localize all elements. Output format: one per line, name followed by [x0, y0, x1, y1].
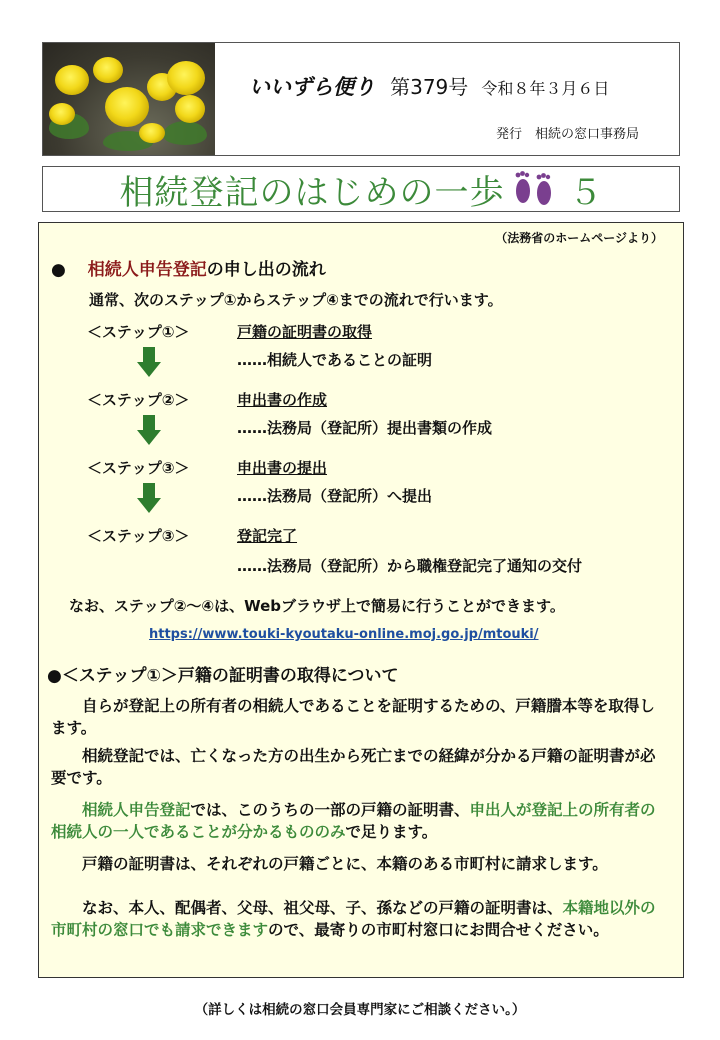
topic-banner	[42, 166, 680, 212]
step-label: ＜ステップ②＞	[87, 391, 190, 409]
newsletter-header	[42, 42, 680, 156]
online-service-link[interactable]: https://www.touki-kyoutaku-online.moj.go.jp/mtouki/	[149, 627, 539, 642]
paragraph-text: ので、最寄りの市町村窓口にお問合せください。	[268, 921, 609, 939]
step-label: ＜ステップ①＞	[87, 323, 190, 341]
step-title: 戸籍の証明書の取得	[237, 323, 373, 341]
newsletter-title: いいずら便り	[249, 75, 375, 99]
down-arrow-icon	[137, 483, 161, 513]
footer-note: （詳しくは相続の窓口会員専門家にご相談ください。）	[194, 1002, 526, 1018]
main-content-box	[38, 222, 684, 978]
step-label: ＜ステップ③＞	[87, 527, 190, 545]
banner-title: 相続登記のはじめの一歩	[119, 172, 505, 213]
bullet: ●	[51, 260, 66, 280]
flow-intro: 通常、次のステップ①からステップ④までの流れで行います。	[89, 291, 503, 309]
step-title: 申出書の作成	[237, 391, 328, 409]
paragraph-text: では、このうちの一部の戸籍の証明書、	[190, 801, 470, 819]
publisher: 発行 相続の窓口事務局	[495, 127, 639, 142]
step-desc: ……法務局（登記所）から職権登記完了通知の交付	[237, 557, 583, 575]
highlight-note: 本籍地以外の市町村の窓口でも請求できます	[51, 899, 656, 939]
paragraph-text: なお、本人、配偶者、父母、祖父母、子、孫などの戸籍の証明書は、	[82, 899, 563, 917]
heading-highlight: 相続人申告登記	[87, 260, 207, 280]
step-desc: ……法務局（登記所）へ提出	[237, 487, 433, 505]
down-arrow-icon	[137, 347, 161, 377]
step-desc: ……相続人であることの証明	[237, 351, 433, 369]
paragraph: 戸籍の証明書は、それぞれの戸籍ごとに、本籍のある市町村に請求します。	[82, 855, 608, 873]
section1-heading	[51, 255, 326, 280]
highlight-condition: 申出人が登記上の所有者の相続人の一人であることが分かるもののみ	[51, 801, 656, 841]
paragraph-text: で足ります。	[345, 823, 438, 841]
source-note: （法務省のホームページより）	[495, 231, 663, 245]
online-note: なお、ステップ②～④は、Webブラウザ上で簡易に行うことができます。	[69, 597, 565, 615]
highlight-term: 相続人申告登記	[82, 801, 191, 819]
flower-photo	[43, 43, 215, 155]
step-desc: ……法務局（登記所）提出書類の作成	[237, 419, 493, 437]
issue-date: 令和８年３月６日	[481, 79, 610, 98]
footprints-icon	[511, 167, 557, 211]
paragraph	[51, 897, 669, 941]
step-label: ＜ステップ③＞	[87, 459, 190, 477]
heading-rest: の申し出の流れ	[206, 260, 326, 280]
section2-heading: ●＜ステップ①＞戸籍の証明書の取得について	[47, 666, 399, 686]
paragraph	[51, 799, 669, 843]
step-title: 登記完了	[237, 527, 298, 545]
issue-number: 第379号	[390, 75, 469, 99]
paragraph: 自らが登記上の所有者の相続人であることを証明するための、戸籍謄本等を取得します。	[51, 697, 655, 737]
step-title: 申出書の提出	[237, 459, 328, 477]
banner-number: ５	[568, 172, 603, 213]
down-arrow-icon	[137, 415, 161, 445]
paragraph: 相続登記では、亡くなった方の出生から死亡までの経緯が分かる戸籍の証明書が必要です。	[51, 747, 656, 787]
title-row	[249, 71, 609, 101]
